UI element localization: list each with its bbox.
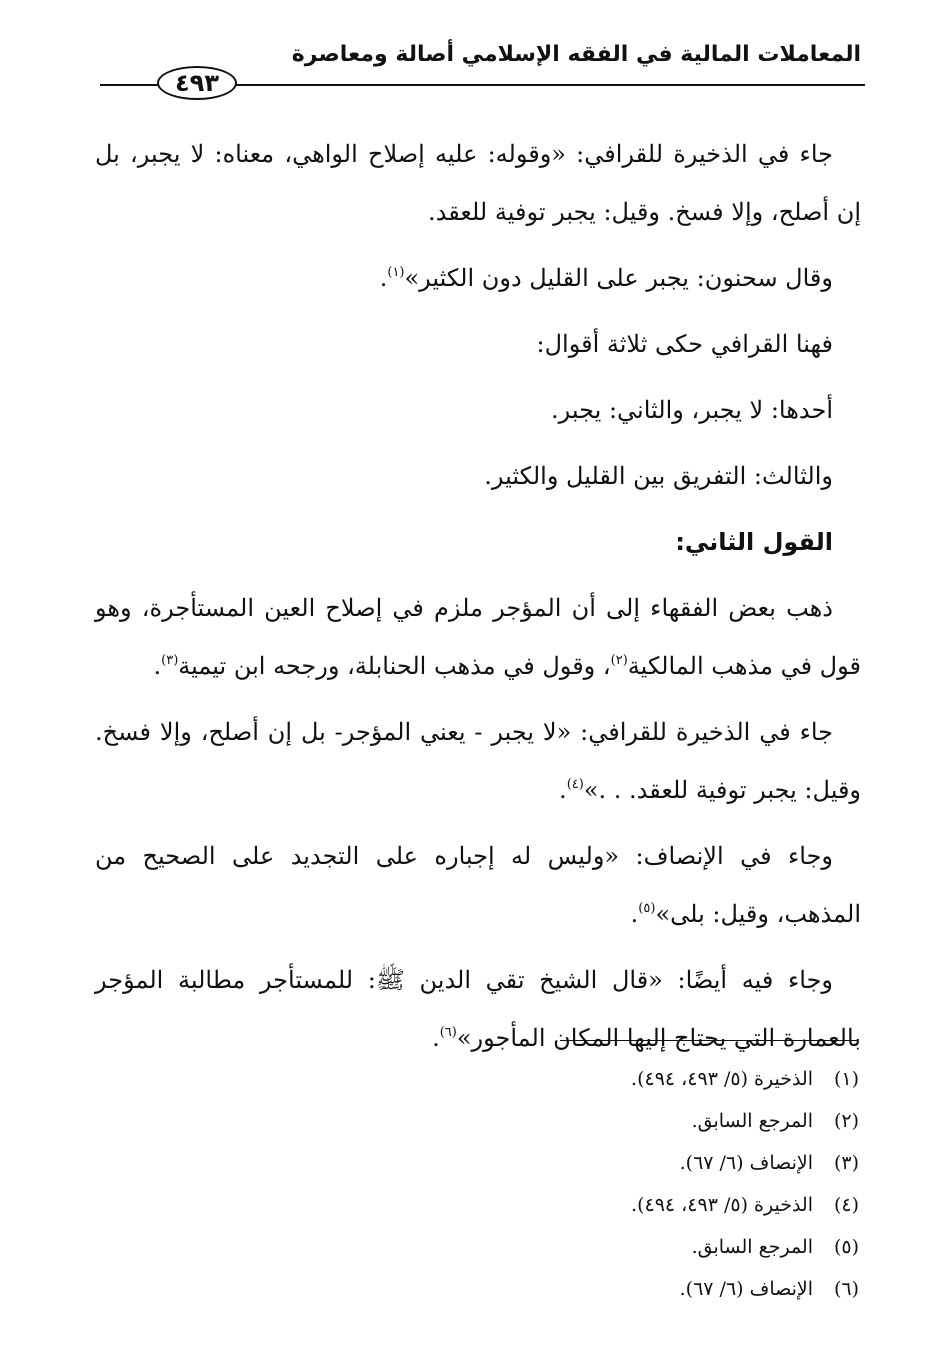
footnote-text: المرجع السابق. (691, 1110, 813, 1132)
footnote-ref-5: (٥) (638, 901, 656, 916)
footnote-text: الإنصاف (٦/ ٦٧). (679, 1152, 813, 1174)
footnote-item (389, 1142, 859, 1184)
footnote-item (389, 1058, 859, 1100)
footnote-number: (٣) (833, 1152, 859, 1174)
running-header-title: المعاملات المالية في الفقه الإسلامي أصالة ومعاصرة (291, 42, 861, 67)
paragraph-6-text-b: ، وقول في مذهب الحنابلة، ورجحه ابن تيمية (178, 652, 611, 680)
paragraph-8-text: وجاء في الإنصاف: «وليس له إجباره على التجديد على الصحيح من المذهب، وقيل: بلى» (95, 842, 861, 928)
paragraph-8-end: . (630, 900, 639, 928)
footnote-ref-4: (٤) (566, 777, 584, 792)
footnote-text: المرجع السابق. (691, 1236, 813, 1258)
paragraph-2-end: . (379, 264, 388, 292)
footnote-text: الذخيرة (٥/ ٤٩٣، ٤٩٤). (631, 1194, 813, 1216)
footnote-number: (٦) (833, 1278, 859, 1300)
footnote-number: (٤) (833, 1194, 859, 1216)
paragraph-4-text: أحدها: لا يجبر، والثاني: يجبر. (551, 396, 833, 424)
paragraph-3 (95, 315, 861, 373)
paragraph-9 (95, 951, 861, 1067)
paragraph-5 (95, 447, 861, 505)
paragraph-9-end: . (432, 1024, 440, 1052)
paragraph-2-text: وقال سحنون: يجبر على القليل دون الكثير» (404, 264, 833, 292)
paragraph-7-text: جاء في الذخيرة للقرافي: «لا يجبر - يعني المؤجر- بل إن أصلح، وإلا فسخ. وقيل: يجبر توفية للعقد. . .» (95, 718, 861, 804)
footnote-number: (١) (833, 1068, 859, 1090)
paragraph-6-text-a: ذهب بعض الفقهاء إلى أن المؤجر ملزم في إصلاح العين المستأجرة، وهو قول في مذهب المالكية (95, 594, 861, 680)
paragraph-2 (95, 249, 861, 307)
footnote-ref-3: (٣) (161, 653, 179, 668)
paragraph-6 (95, 579, 861, 695)
footnote-ref-2: (٢) (610, 653, 628, 668)
footnote-item (389, 1226, 859, 1268)
paragraph-7 (95, 703, 861, 819)
section-heading-text: القول الثاني: (675, 528, 833, 556)
paragraph-5-text: والثالث: التفريق بين القليل والكثير. (484, 462, 833, 490)
footnote-item (389, 1268, 859, 1310)
footnote-text: الإنصاف (٦/ ٦٧). (679, 1278, 813, 1300)
footnote-item (389, 1100, 859, 1142)
page-number: ٤٩٣ (157, 66, 237, 100)
paragraph-6-end: . (153, 652, 162, 680)
paragraph-7-end: . (559, 776, 567, 804)
footnotes (389, 1058, 859, 1310)
paragraph-8 (95, 827, 861, 943)
paragraph-3-text: فهنا القرافي حكى ثلاثة أقوال: (536, 330, 833, 358)
paragraph-1-text: جاء في الذخيرة للقرافي: «وقوله: عليه إصلاح الواهي، معناه: لا يجبر، بل إن أصلح، وإلا فسخ. وقيل: يجبر توفية للعقد. (95, 140, 861, 226)
paragraph-9-text: وجاء فيه أيضًا: «قال الشيخ تقي الدين ﷺ: للمستأجر مطالبة المؤجر بالعمارة التي يحتاج إليها المكان المأجور» (95, 966, 861, 1052)
footnote-ref-1: (١) (387, 265, 405, 280)
paragraph-1 (95, 125, 861, 241)
footnote-item (389, 1184, 859, 1226)
section-heading (95, 513, 861, 571)
main-text (95, 125, 861, 1075)
footnote-number: (٢) (833, 1110, 859, 1132)
footnote-ref-6: (٦) (439, 1025, 457, 1040)
footnote-separator (560, 1040, 858, 1041)
footnote-number: (٥) (833, 1236, 859, 1258)
paragraph-4 (95, 381, 861, 439)
footnote-text: الذخيرة (٥/ ٤٩٣، ٤٩٤). (631, 1068, 813, 1090)
